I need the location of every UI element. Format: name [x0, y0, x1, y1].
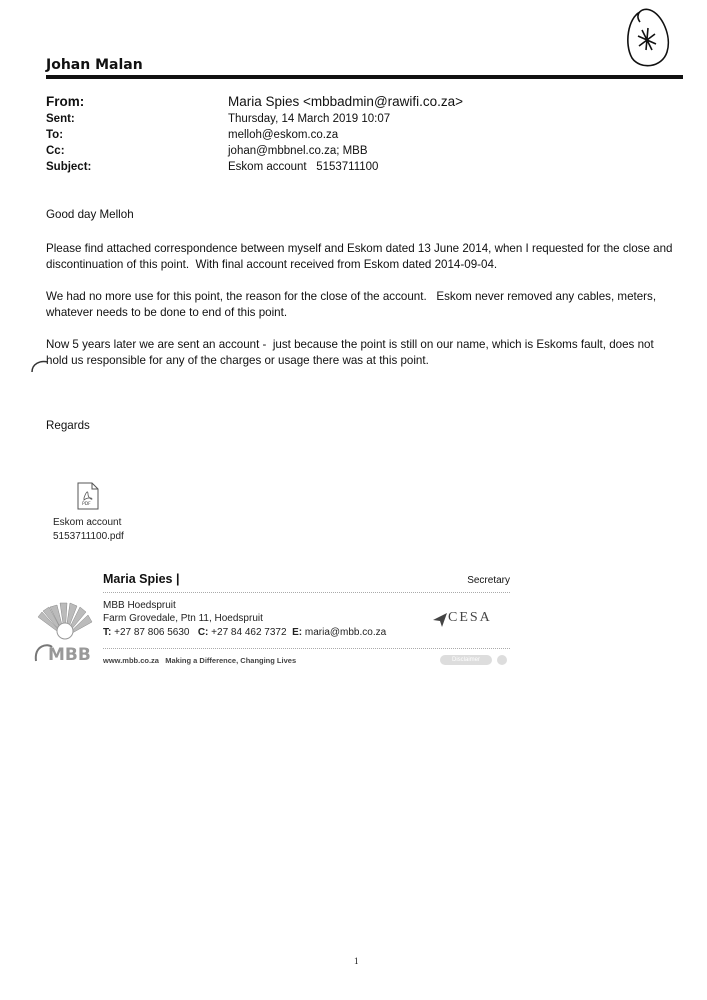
mailbox-owner-name: Johan Malan	[46, 57, 143, 73]
phone-value: +27 87 806 5630	[114, 627, 190, 638]
website-link[interactable]: www.mbb.co.za	[103, 656, 159, 665]
subject-label: Subject:	[46, 161, 92, 173]
from-label: From:	[46, 94, 85, 109]
greeting: Good day Melloh	[46, 208, 134, 221]
body-paragraph-1: Please find attached correspondence between myself and Eskom dated 13 June 2014, when I requested for the close and discontinuation of this point. With final account received from Eskom dated 2014-09-04.	[46, 242, 676, 271]
closing: Regards	[46, 419, 90, 432]
signature-title: Secretary	[467, 575, 510, 586]
email-value: maria@mbb.co.za	[304, 627, 387, 638]
header-divider	[46, 75, 683, 79]
sent-value: Thursday, 14 March 2019 10:07	[228, 113, 391, 125]
to-value: melloh@eskom.co.za	[228, 129, 339, 141]
signature-company: MBB Hoedspruit	[103, 600, 176, 611]
body-paragraph-3: Now 5 years later we are sent an account - just because the point is still on our name, which is Eskoms fault, does not hold us responsible for any of the charges or usage there was at this point.	[46, 338, 657, 367]
body-paragraph-2: We had no more use for this point, the reason for the close of the account. Eskom never removed any cables, meters, whatever needs to be done to end of this point.	[46, 290, 660, 319]
phone-label: T:	[103, 627, 112, 638]
pdf-icon-label: PDF	[82, 502, 91, 507]
punch-hole-mark-icon	[30, 358, 50, 374]
signature-divider-top	[103, 592, 510, 594]
cell-label: C:	[197, 627, 209, 638]
handwritten-mark-icon	[622, 4, 672, 70]
mbb-logo-text: MBB	[48, 645, 91, 663]
from-value: Maria Spies <mbbadmin@rawifi.co.za>	[228, 94, 464, 109]
mbb-logo-icon	[30, 597, 100, 663]
attachment-filename-line2: 5153711100.pdf	[53, 531, 124, 542]
sent-label: Sent:	[46, 113, 75, 125]
cell-value: +27 84 462 7372	[211, 627, 287, 638]
signature-name: Maria Spies |	[103, 572, 180, 586]
subject-value: Eskom account 5153711100	[228, 161, 379, 173]
signature-address: Farm Grovedale, Ptn 11, Hoedspruit	[103, 613, 263, 624]
signature-divider-bottom	[103, 648, 510, 650]
attachment-filename[interactable]	[53, 516, 124, 544]
page-number: 1	[354, 956, 359, 966]
signature-contact	[103, 627, 386, 638]
cesa-logo-text: CESA	[448, 610, 492, 625]
cc-label: Cc:	[46, 145, 65, 157]
to-label: To:	[46, 129, 64, 141]
cesa-logo-icon	[432, 612, 448, 628]
disclaimer-label: Disclaimer	[451, 657, 480, 663]
signature-footer	[103, 656, 296, 665]
cc-value: johan@mbbnel.co.za; MBB	[228, 145, 368, 157]
tagline: Making a Difference, Changing Lives	[165, 656, 297, 665]
email-label: E:	[292, 627, 303, 638]
attachment-filename-line1: Eskom account	[53, 517, 122, 528]
disclaimer-button[interactable]	[440, 655, 492, 665]
disclaimer-arrow-icon[interactable]	[497, 655, 507, 665]
